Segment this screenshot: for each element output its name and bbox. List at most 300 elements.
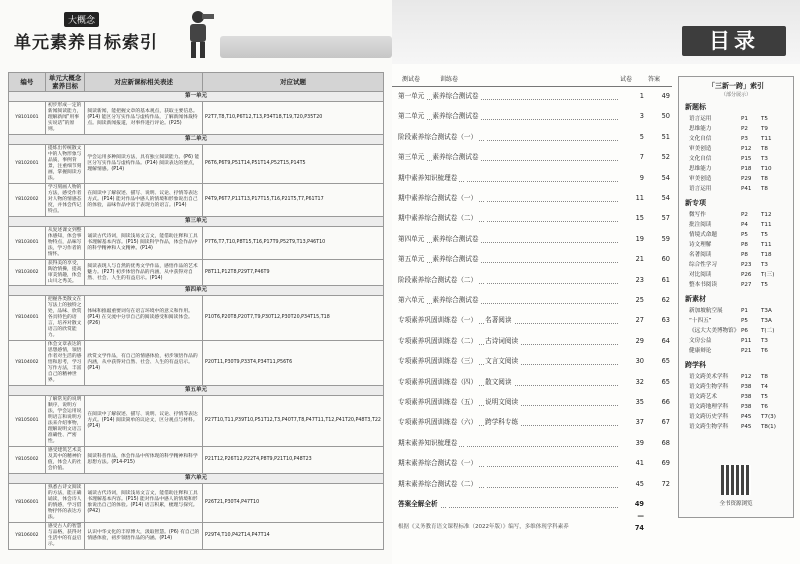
toc-page: 5 [639, 132, 644, 141]
index-question: T4 [761, 384, 768, 390]
cell-q: P20T11,P30T9,P33T4,P34T11,P56T6 [203, 341, 384, 386]
index-group [685, 360, 793, 432]
toc-page: 21 [635, 255, 644, 264]
index-group [685, 102, 793, 194]
toc-answer-page: 50 [661, 112, 670, 121]
index-page: P45 [741, 414, 752, 420]
index-topic: 诗文理解 [689, 242, 712, 248]
toc-title: 阶段素养综合测试卷（二） [398, 275, 478, 284]
toc-item[interactable] [398, 110, 670, 122]
unit-row [9, 473, 384, 483]
toc-answer-page: 49 [661, 92, 670, 100]
index-topic: 语言运用 [689, 116, 712, 122]
index-question: T11 [761, 242, 772, 248]
cell-q: P6T6,P6T9,P51T14,P51T14,P52T15,P14T5 [203, 144, 384, 183]
index-page: P21 [741, 348, 752, 354]
index-page: P12 [741, 374, 752, 380]
toc-item[interactable] [398, 355, 670, 367]
toc-answer-page: 64 [661, 336, 670, 345]
contents-title: 目录 [682, 26, 786, 56]
toc-item[interactable] [398, 233, 670, 245]
index-row[interactable] [685, 144, 793, 154]
index-page: P15 [741, 156, 752, 162]
right-page [392, 0, 800, 564]
index-group-tag: 新专项 [685, 199, 706, 207]
toc-item[interactable] [398, 457, 670, 469]
toc-title: 期末素养综合测试卷（一） [398, 459, 478, 468]
toc-col-answer: 答案 [648, 76, 661, 83]
toc-subtitle: 素养综合测试卷 [432, 234, 479, 243]
index-page: P2 [741, 212, 748, 218]
toc-subtitle: 名著阅读 [485, 316, 512, 325]
toc-subtitle: 素养综合测试卷 [432, 92, 479, 100]
cell-q: P27T10,T11,P39T10,P51T12,T3,P40T7,T8,P47T11,T12,P41T20,P48T3,T22 [203, 396, 384, 447]
index-topic: 微写作 [689, 212, 706, 218]
toc-header [392, 74, 672, 87]
toc-item[interactable] [398, 274, 670, 286]
index-row[interactable] [685, 372, 793, 382]
toc-title: 第四单元 [398, 234, 425, 243]
toc-answer-page: 72 [661, 479, 670, 488]
unit-label: 第三单元 [9, 216, 384, 226]
toc-page: 15 [635, 214, 644, 223]
index-row[interactable] [685, 164, 793, 174]
index-question: T8 [761, 186, 768, 192]
index-page: P18 [741, 166, 752, 172]
index-row[interactable] [685, 412, 793, 422]
unit-label: 第一单元 [9, 92, 384, 102]
toc-subtitle [485, 480, 487, 488]
toc-title: 专项素养巩固训练卷（六） [398, 418, 478, 427]
index-row[interactable] [685, 336, 793, 346]
cell-goal: 把握各类散文在写法上的独特之处，品味、欣赏各具特色的语言，培养对散文语言的欣赏能力。 [45, 296, 85, 341]
cell-q: P8T11,P12T8,P29T7,P46T9 [203, 259, 384, 286]
cell-q: P2T7,T8,T10,P6T12,T13,P34T18,T19,T20,P35T20 [203, 102, 384, 135]
index-page: P29 [741, 176, 752, 182]
toc-title: 专项素养巩固训练卷（三） [398, 357, 478, 366]
index-question: T3A [761, 308, 772, 314]
toc-col-test: 测试卷 [402, 76, 421, 83]
table-row [9, 102, 384, 135]
toc-title: 专项素养巩固训练卷（二） [398, 336, 478, 345]
toc-answer-page: 52 [661, 153, 670, 162]
index-topic: 语文跨地理学科 [689, 404, 729, 410]
concept-badge: 大概念 [64, 12, 99, 27]
index-topic: 语文跨生物学科 [689, 384, 729, 390]
index-row[interactable] [685, 316, 793, 326]
toc-page: 39 [635, 438, 644, 447]
index-box-title: 「三新一跨」索引 [708, 82, 764, 90]
table-row [9, 446, 384, 473]
index-row[interactable] [685, 220, 793, 230]
toc-title: 答案全解全析 [398, 500, 438, 508]
index-group-tag: 跨学科 [685, 361, 706, 369]
toc-subtitle: 古诗词阅读 [485, 336, 519, 345]
toc-page: 1 [639, 92, 644, 100]
cell-code: Y8104002 [9, 341, 46, 386]
toc-title: 期末素养综合测试卷（二） [398, 479, 478, 488]
unit-row [9, 135, 384, 145]
cell-code: Y8105002 [9, 446, 46, 473]
toc-title: 第三单元 [398, 153, 425, 162]
toc-title: 第六单元 [398, 296, 425, 304]
index-topic: 《远大大美博物馆》 [689, 328, 740, 334]
toc-page: 11 [635, 194, 644, 202]
toc-subtitle: 说明文阅读 [485, 398, 519, 406]
index-topic: 语言运用 [689, 186, 712, 192]
index-question: T11 [761, 136, 772, 142]
unit-row [9, 92, 384, 102]
index-page: P1 [741, 308, 748, 314]
toc-col-paper: 试卷 [620, 76, 633, 83]
toc-answer-page: 51 [661, 132, 670, 141]
index-topic: 情境式命题 [689, 232, 717, 238]
cell-code: Y8106002 [9, 522, 46, 549]
toc-leader [398, 99, 618, 100]
index-page: P5 [741, 232, 748, 238]
cell-code: Y8106001 [9, 483, 46, 522]
cell-q: P29T4,T10,P42T14,P47T14 [203, 522, 384, 549]
toc-page: 32 [635, 377, 644, 386]
table-row [9, 341, 384, 386]
index-row[interactable] [685, 210, 793, 220]
index-row[interactable] [685, 392, 793, 402]
table-row [9, 259, 384, 286]
index-question: T5 [761, 394, 768, 400]
index-page: P38 [741, 404, 752, 410]
toc-page: 35 [635, 398, 644, 406]
index-question: T6 [761, 404, 768, 410]
cell-goal: 体会文章表达的思想感情，领悟作者对生活的感悟和思考，学习写作方法，丰富自己的精神世界。 [45, 341, 85, 386]
toc-subtitle: 素养综合测试卷 [432, 112, 479, 121]
cell-goal: 感受建筑艺术美及其中的精神价值，体会人的社会价值。 [45, 446, 85, 473]
cell-q: P21T12,P26T12,P22T4,P8T9,P21T10,P48T23 [203, 446, 384, 473]
index-page: P23 [741, 262, 752, 268]
cell-std: 阅读科普作品，体会作品中所体现的科学精神和科学思想方法。(P14-P15) [85, 446, 203, 473]
index-row[interactable] [685, 174, 793, 184]
toc-page: 23 [635, 275, 644, 284]
index-topic: 思维能力 [689, 126, 712, 132]
col-code: 编号 [9, 73, 46, 92]
index-groups [679, 102, 793, 432]
cell-goal: 获得美的享受，陶冶情操，提高审美情趣，体会山川之秀美。 [45, 259, 85, 286]
index-question: T6 [761, 348, 768, 354]
index-row[interactable] [685, 124, 793, 134]
index-topic: 批注阅读 [689, 222, 712, 228]
index-question: T8 [761, 176, 768, 182]
toc-title: 阶段素养综合测试卷（一） [398, 132, 478, 141]
cell-std: 在阅读中了解叙述、描写、说明、议论、抒情等表达方式。(P14) 能对作品中感人的情境和形象说出自己的体验，品味作品中富于表现力的语言。(P14) [85, 183, 203, 216]
toc-subtitle: 跨学科专练 [485, 418, 519, 427]
index-row[interactable] [685, 280, 793, 290]
index-topic: 语文跨艺术 [689, 394, 717, 400]
toc-item[interactable] [398, 90, 670, 102]
index-row[interactable] [685, 346, 793, 356]
toc-title: 期中素养知识梳理卷 [398, 173, 458, 182]
table-header-row [9, 73, 384, 92]
index-question: T18 [761, 252, 772, 258]
index-page: P27 [741, 282, 752, 288]
index-page: P38 [741, 384, 752, 390]
index-page: P4 [741, 222, 748, 228]
toc-item[interactable] [398, 437, 670, 449]
toc-answer-page: 57 [661, 214, 670, 223]
toc-page: 19 [635, 234, 644, 243]
index-row[interactable] [685, 270, 793, 280]
toc-item[interactable] [398, 396, 670, 408]
toc-item[interactable] [398, 151, 670, 163]
toc-page: 3 [639, 112, 644, 121]
toc-leader [398, 119, 618, 120]
index-question: T5 [761, 282, 768, 288]
index-row[interactable] [685, 184, 793, 194]
toc-leader [398, 262, 618, 263]
cell-goal: 提炼出传统散文中的人物形象与品质，事例背景，注重细节刻画，掌握阅读方法。 [45, 144, 85, 183]
index-question: T9 [761, 126, 768, 132]
qr-code-icon[interactable] [721, 465, 751, 495]
index-question: T8 [761, 374, 768, 380]
toc-answer-page: 65 [661, 357, 670, 366]
cell-q: P26T21,P30T4,P47T10 [203, 483, 384, 522]
cell-goal: 熟悉古诗文阅读的方法，能正确诵读，体会诗人的情感，学习借物抒怀的表达方法。 [45, 483, 85, 522]
index-page: P6 [741, 328, 748, 334]
index-box-subtitle: （部分展示） [720, 92, 751, 98]
unit-row [9, 386, 384, 396]
toc-item[interactable] [398, 376, 670, 388]
unit-label: 第五单元 [9, 386, 384, 396]
curriculum-note: 根据《义务教育语文课程标准（2022年版）》编写，多维体现学科素养 [398, 524, 569, 530]
index-group-tag: 新题标 [685, 103, 706, 111]
toc-col-train: 训练卷 [440, 76, 459, 83]
index-topic: 语文跨美术学科 [689, 374, 729, 380]
index-question: T(三) [761, 272, 775, 278]
index-question: T3 [761, 156, 768, 162]
toc-page: 27 [635, 316, 644, 325]
index-row[interactable] [685, 114, 793, 124]
cell-code: Y8101001 [9, 102, 46, 135]
index-row[interactable] [685, 250, 793, 260]
index-row[interactable] [685, 326, 793, 336]
toc-answer-page: 66 [661, 398, 670, 406]
toc-answer-page: 54 [661, 194, 670, 202]
cell-code: Y8102002 [9, 183, 46, 216]
index-topic: 文化自信 [689, 156, 712, 162]
toc-answer-page: 68 [661, 438, 670, 447]
index-topic: 文化自信 [689, 136, 712, 142]
index-row[interactable] [685, 154, 793, 164]
toc-answer-page: 62 [661, 296, 670, 304]
toc-title: 专项素养巩固训练卷（四） [398, 377, 478, 386]
index-page: P12 [741, 146, 752, 152]
toc-title: 专项素养巩固训练卷（五） [398, 398, 478, 406]
table-row [9, 396, 384, 447]
index-topic: 整本书阅读 [689, 282, 717, 288]
index-group [685, 198, 793, 290]
cell-std: 认识中华文化的丰厚博大，汲取智慧。(P6) 有自己的情感体验，初步领悟作品的内涵。(P14) [85, 522, 203, 549]
index-topic: “十四五” [689, 318, 712, 324]
toc-title: 期中素养综合测试卷（一） [398, 194, 478, 202]
unit-label: 第四单元 [9, 286, 384, 296]
cell-goal: 感受古人的智慧与品格，获得对生活中的有益启示。 [45, 522, 85, 549]
cell-std: 阅读新闻，能把握文章的基本观点，获取主要信息。(P14) 能区分写实作品与虚构作品，了解新闻体裁特点。阅读新闻报道，对事件进行评论。(P25) [85, 102, 203, 135]
left-header [8, 6, 388, 62]
table-row [9, 226, 384, 259]
unit-row [9, 216, 384, 226]
cell-std: 阅读表现人与自然的优秀文学作品，感悟作品的艺术魅力。(P27) 初步体悟作品的内涵，从中获得对自然、社会、人生的有益启示。(P14) [85, 259, 203, 286]
toc-subtitle [446, 500, 448, 508]
explorer-figure-icon [178, 8, 218, 60]
toc-item[interactable] [398, 314, 670, 326]
qr-label: 全书资源浏览 [719, 501, 753, 507]
toc-page: 30 [635, 357, 644, 366]
cell-std: 学会运用多种阅读方法，具有独立阅读能力。(P6) 能区分写实作品与虚构作品。(P14) 阅读表达的要点，理解情感。(P14) [85, 144, 203, 183]
literacy-index-table [8, 72, 384, 550]
toc-title: 第五单元 [398, 255, 425, 264]
index-row[interactable] [685, 402, 793, 412]
index-topic: 审美创造 [689, 146, 712, 152]
toc-title: 第一单元 [398, 92, 425, 100]
left-page [0, 0, 392, 564]
index-group-tag: 新素材 [685, 295, 706, 303]
unit-label: 第二单元 [9, 135, 384, 145]
toc-subtitle: 素养综合测试卷 [432, 153, 479, 162]
col-standard: 对应新课标相关表述 [85, 73, 203, 92]
toc-answer-page: 67 [661, 418, 670, 427]
cell-code: Y8102001 [9, 144, 46, 183]
table-body [9, 92, 384, 549]
cell-code: Y8105001 [9, 396, 46, 447]
toc-item[interactable] [398, 478, 670, 490]
index-page: P11 [741, 338, 752, 344]
toc-answer-page: 60 [661, 255, 670, 264]
toc-title: 第二单元 [398, 112, 425, 121]
toc-page: 41 [635, 459, 644, 468]
cell-q: P10T6,P20T8,P20T7,T9,P30T12,P30T20,P34T15,T18 [203, 296, 384, 341]
toc-subtitle [485, 194, 487, 202]
unit-row [9, 286, 384, 296]
table-row [9, 522, 384, 549]
toc-page: 25 [635, 296, 644, 304]
toc-subtitle [485, 459, 487, 467]
toc-leader [398, 242, 618, 243]
toc-page: 37 [635, 418, 644, 427]
table-row [9, 183, 384, 216]
toc-subtitle [485, 133, 487, 141]
unit-label: 第六单元 [9, 473, 384, 483]
index-topic: 健康辩论 [689, 348, 712, 354]
index-topic: 对比阅读 [689, 272, 712, 278]
table-row [9, 483, 384, 522]
index-page: P41 [741, 186, 752, 192]
toc-item[interactable] [398, 416, 670, 428]
index-question: T5 [761, 116, 768, 122]
col-questions: 对应试题 [203, 73, 384, 92]
index-page: P26 [741, 272, 752, 278]
toc-item[interactable] [398, 172, 670, 184]
toc-title: 期中素养综合测试卷（二） [398, 214, 478, 223]
index-group [685, 294, 793, 356]
toc-item[interactable] [398, 335, 670, 347]
index-question: T3 [761, 338, 768, 344]
toc-item[interactable] [398, 212, 670, 224]
index-page: P38 [741, 394, 752, 400]
index-row[interactable] [685, 240, 793, 250]
toc-title: 专项素养巩固训练卷（一） [398, 316, 478, 325]
index-topic: 综合性学习 [689, 262, 717, 268]
toc-subtitle [485, 214, 487, 222]
cell-q: P4T9,P6T7,P11T13,P17T15,T16,P21T5,T7,P61T17 [203, 183, 384, 216]
toc-subtitle [485, 276, 487, 284]
toc-answer-page: 65 [661, 377, 670, 386]
index-row[interactable] [685, 306, 793, 316]
index-topic: 审美创造 [689, 176, 712, 182]
cell-goal: 从复述课文到整体感知，体会事物特点，品味写法，学习作者的情怀。 [45, 226, 85, 259]
index-row[interactable] [685, 134, 793, 144]
toc-item[interactable] [398, 192, 670, 204]
index-row[interactable] [685, 382, 793, 392]
index-question: T8 [761, 146, 768, 152]
index-question: T3A [761, 318, 772, 324]
index-topic: 文房公益 [689, 338, 712, 344]
cell-q: P7T6,T7,T10,P8T15,T16,P17T9,P52T9,T13,P46T10 [203, 226, 384, 259]
toc-leader [398, 160, 618, 161]
toc-answer-page: 59 [661, 234, 670, 243]
toc-answer-page: 61 [661, 275, 670, 284]
table-row [9, 296, 384, 341]
toc-page: 7 [639, 153, 644, 162]
cell-goal: 初步形成一定的新闻阅读能力，理解新闻“用事实说话”的原则。 [45, 102, 85, 135]
index-question: T12 [761, 212, 772, 218]
index-page: P3 [741, 136, 748, 142]
cell-std: 诵读古代诗词，阅读浅易文言文，能借助注释和工具书理解基本内容。(P15) 阅读科学作品，体会作品中的科学精神和人文精神。(P14) [85, 226, 203, 259]
toc-item[interactable] [398, 253, 670, 265]
index-page: P8 [741, 252, 748, 258]
index-page: P5 [741, 318, 748, 324]
index-title: 单元素养目标索引 [14, 33, 158, 53]
toc-subtitle: 文言文阅读 [485, 357, 519, 366]
toc-item[interactable] [398, 294, 670, 306]
right-header [392, 0, 800, 64]
header-banner [220, 36, 392, 58]
toc-answer-page: 54 [661, 173, 670, 182]
index-page: P1 [741, 116, 748, 122]
index-row[interactable] [685, 260, 793, 270]
toc-subtitle: 素养综合测试卷 [432, 255, 479, 264]
cell-goal: 学习刻画人物的方法，感受作者对人物的情感态度，并体会传记特点。 [45, 183, 85, 216]
cell-std: 诵读古代诗词，阅读浅易文言文，能借助注释和工具书理解基本内容。(P15) 能对作品中感人的情境和形象说出自己的体验。(P14) 语言积累，梳理与探究。(P42) [85, 483, 203, 522]
toc-page: 29 [635, 336, 644, 345]
col-goal: 单元大概念素养目标 [45, 73, 85, 92]
table-row [9, 144, 384, 183]
index-question: T(二) [761, 328, 775, 334]
index-topic: 思维能力 [689, 166, 712, 172]
toc-leader [398, 303, 618, 304]
cell-code: Y8104001 [9, 296, 46, 341]
index-question: T7(3) [761, 414, 776, 420]
index-topic: 语文跨历史学科 [689, 414, 729, 420]
toc-item[interactable] [398, 131, 670, 143]
cell-goal: 了解常见的说明顺序，说明方法，学会运用说明语言和说明方法来介绍事物，理解说明文语言准确性、严密性。 [45, 396, 85, 447]
cell-code: Y8103002 [9, 259, 46, 286]
index-row[interactable] [685, 230, 793, 240]
toc-page: 9 [639, 173, 644, 182]
index-row[interactable] [685, 422, 793, 432]
toc-answer-page: 63 [661, 316, 670, 325]
cell-std: 在阅读中了解叙述、描写、说明、议论、抒情等表达方式。(P14) 阅读简单的议论文，区分观点与材料。(P14) [85, 396, 203, 447]
cell-code: Y8103001 [9, 226, 46, 259]
index-question: T10 [761, 166, 772, 172]
index-topic: 名著阅读 [689, 252, 712, 258]
